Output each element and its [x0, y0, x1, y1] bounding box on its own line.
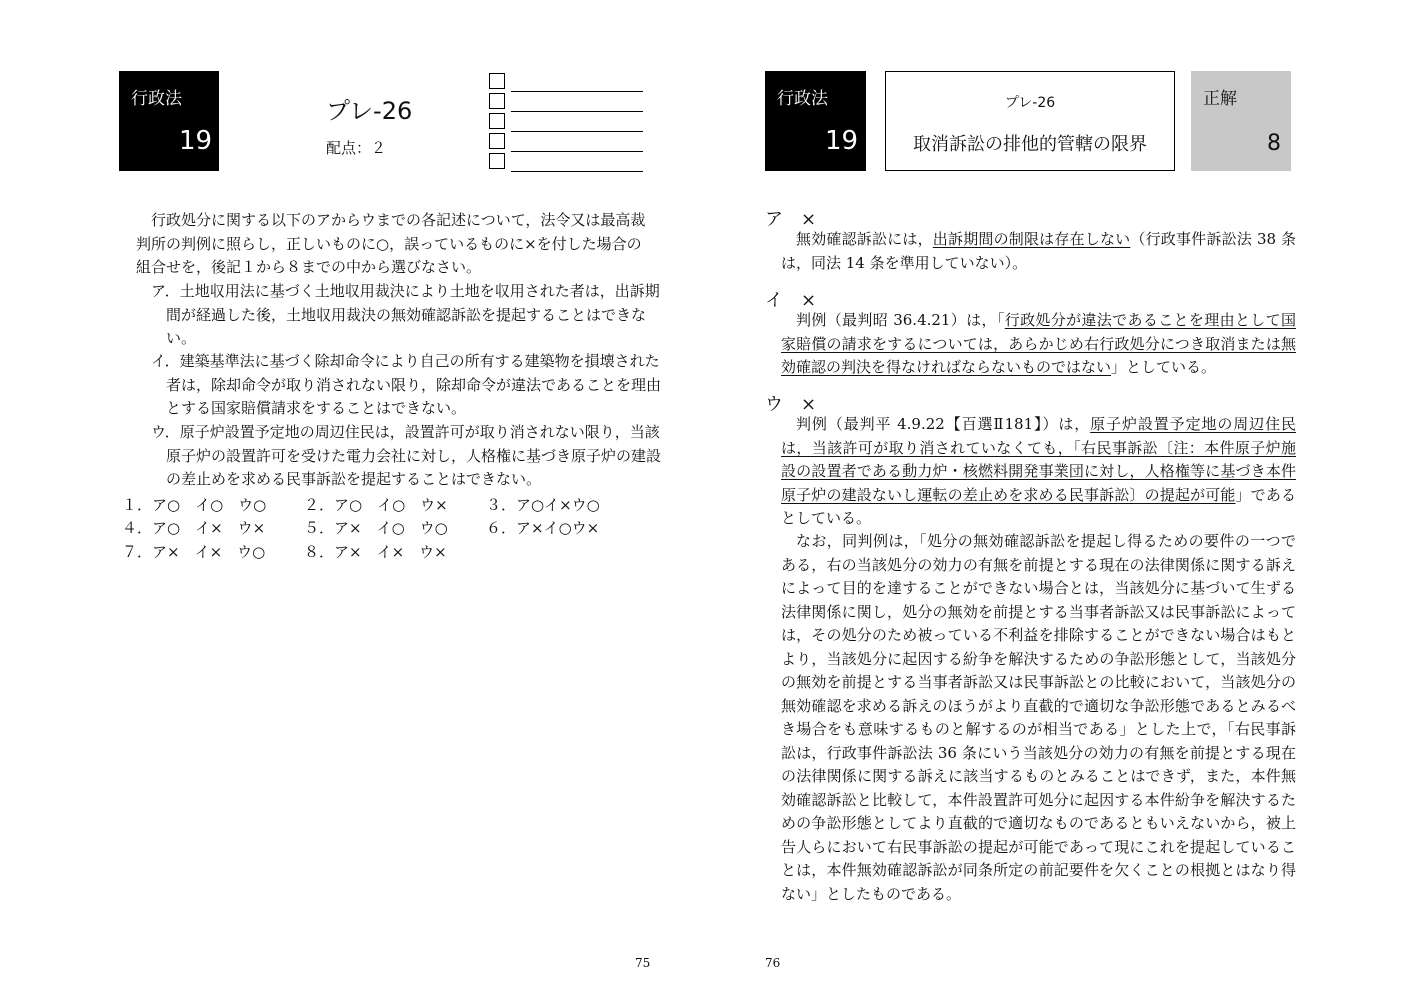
- subject-label: 行政法: [131, 89, 182, 109]
- underlined-text: 原子炉設置予定地の周辺住民は，当該許可が取り消されていなくても，「右民事訴訟〔注：本件原子炉施設の設置者である動力炉・核燃料開発事業団に対し，人格権等に基づき本件原子炉の建設ないし運転の差止めを求める民事訴訟〕の提起が可能: [781, 415, 1296, 504]
- check-line: [511, 151, 643, 152]
- explanation-u-note: なお，同判例は，「処分の無効確認訴訟を提起し得るための要件の一つである，右の当該処分の効力の有無を前提とする現在の法律関係に関する訴えによって目的を達することができない場合とは，当該処分に基づいて生ずる法律関係に関し，処分の無効を前提とする当事者訴訟又は民事訴訟によっては，その処分のため被っている不利益を排除することができない場合はもとより，当該処分に起因する紛争を解決するための争訟形態として，当該処分の無効を前提とする当事者訴訟又は民事訴訟との比較において，当該処分の無効確認を求める訴えのほうがより直截的で適切な争訟形態であるとみるべき場合をも意味するものと解するのが相当である」とした上で，「右民事訴訟は，行政事件訴訟法 36 条にいう当該処分の効力の有無を前提とする現在の法律関係に関する訴えに該当するものとみることはできず，また，本件無効確認訴訟と比較して，本件設置許可処分に起因する本件紛争を解決するための争訟形態としてより直截的で適切なものであるともいえないから，被上告人らにおいて右民事訴訟の提起が可能であって現にこれを提起していることは，本件無効確認訴訟が同条所定の前記要件を欠くことの根拠とはなり得ない」としたものである。: [781, 532, 1296, 903]
- choice-6: ６．ア×イ○ウ×: [486, 519, 600, 537]
- choice-3: ３．ア○イ×ウ○: [486, 496, 600, 514]
- choice-4: ４．ア○ イ× ウ×: [122, 519, 266, 537]
- heading-a: ア ×: [765, 209, 817, 230]
- choice-1: １．ア○ イ○ ウ○: [122, 496, 267, 514]
- choice-8: ８．ア× イ× ウ×: [304, 543, 447, 561]
- check-line: [511, 131, 643, 132]
- heading-u: ウ ×: [765, 394, 817, 415]
- statement-u: ウ．原子炉設置予定地の周辺住民は，設置許可が取り消されない限り，当該原子炉の設置許可を受けた電力会社に対し，人格権に基づき原子炉の建設の差止めを求める民事訴訟を提起することはできない。: [151, 423, 662, 488]
- check-line: [511, 111, 643, 112]
- explanation-text: 」であるとしている。: [781, 485, 1296, 527]
- check-box-1[interactable]: [489, 73, 505, 89]
- underlined-text: 行政処分が違法であることを理由として国家賠償の請求をするについては，あらかじめ右行政処分につき取消または無効確認の判決を得なければならないものではない: [781, 311, 1296, 376]
- explanation-i: [781, 309, 1296, 380]
- explanation-text: 判例（最判昭 36.4.21）は，「: [796, 311, 1005, 329]
- underlined-text: 出訴期間の制限は存在しない: [932, 230, 1131, 248]
- answer-label: 正解: [1203, 89, 1237, 109]
- question-intro: 行政処分に関する以下のアからウまでの各記述について，法令又は最高裁判所の判例に照らし，正しいものに○，誤っているものに×を付した場合の組合せを，後記１から８までの中から選びなさい。: [136, 211, 646, 276]
- check-box-5[interactable]: [489, 153, 505, 169]
- statement-a: ア．土地収用法に基づく土地収用裁決により土地を収用された者は，出訴期間が経過した後，土地収用裁決の無効確認訴訟を提起することはできない。: [151, 282, 660, 347]
- points: 配点：２: [326, 139, 387, 157]
- check-box-2[interactable]: [489, 93, 505, 109]
- check-box-4[interactable]: [489, 133, 505, 149]
- explanation-u: [781, 413, 1296, 531]
- question-number: 19: [825, 126, 859, 156]
- question-number: 19: [179, 126, 213, 156]
- check-box-3[interactable]: [489, 113, 505, 129]
- checkbox-area: [489, 73, 649, 173]
- check-line: [511, 171, 643, 172]
- title-box: [885, 71, 1175, 171]
- question-title: 取消訴訟の排他的管轄の限界: [913, 134, 1147, 155]
- check-line: [511, 91, 643, 92]
- explanation-text: 判例（最判平 4.9.22【百選Ⅱ181】）は，: [796, 415, 1091, 433]
- heading-i: イ ×: [765, 290, 817, 311]
- subject-box-left: [119, 71, 219, 171]
- statement-i: イ．建築基準法に基づく除却命令により自己の所有する建築物を損壊された者は，除却命令が取り消されない限り，除却命令が違法であることを理由とする国家賠償請求をすることはできない。: [151, 352, 662, 417]
- explanation-text: 」としている。: [1111, 358, 1217, 376]
- explanation-a: [781, 228, 1296, 275]
- subject-box-right: [765, 71, 866, 171]
- answer-value: 8: [1267, 131, 1281, 156]
- choice-5: ５．ア× イ○ ウ○: [304, 519, 448, 537]
- question-code: プレ-26: [1004, 95, 1056, 111]
- choice-2: ２．ア○ イ○ ウ×: [304, 496, 448, 514]
- question-code: プレ-26: [326, 97, 413, 125]
- subject-label: 行政法: [777, 89, 828, 109]
- page-number-right: 76: [765, 956, 781, 970]
- answer-box: [1191, 71, 1291, 171]
- page-number-left: 75: [635, 956, 651, 970]
- choice-7: ７．ア× イ× ウ○: [122, 543, 266, 561]
- explanation-text: 無効確認訴訟には，: [796, 230, 933, 248]
- explanation-text: （行政事件訴訟法 38 条は，同法 14 条を準用していない）。: [781, 230, 1296, 272]
